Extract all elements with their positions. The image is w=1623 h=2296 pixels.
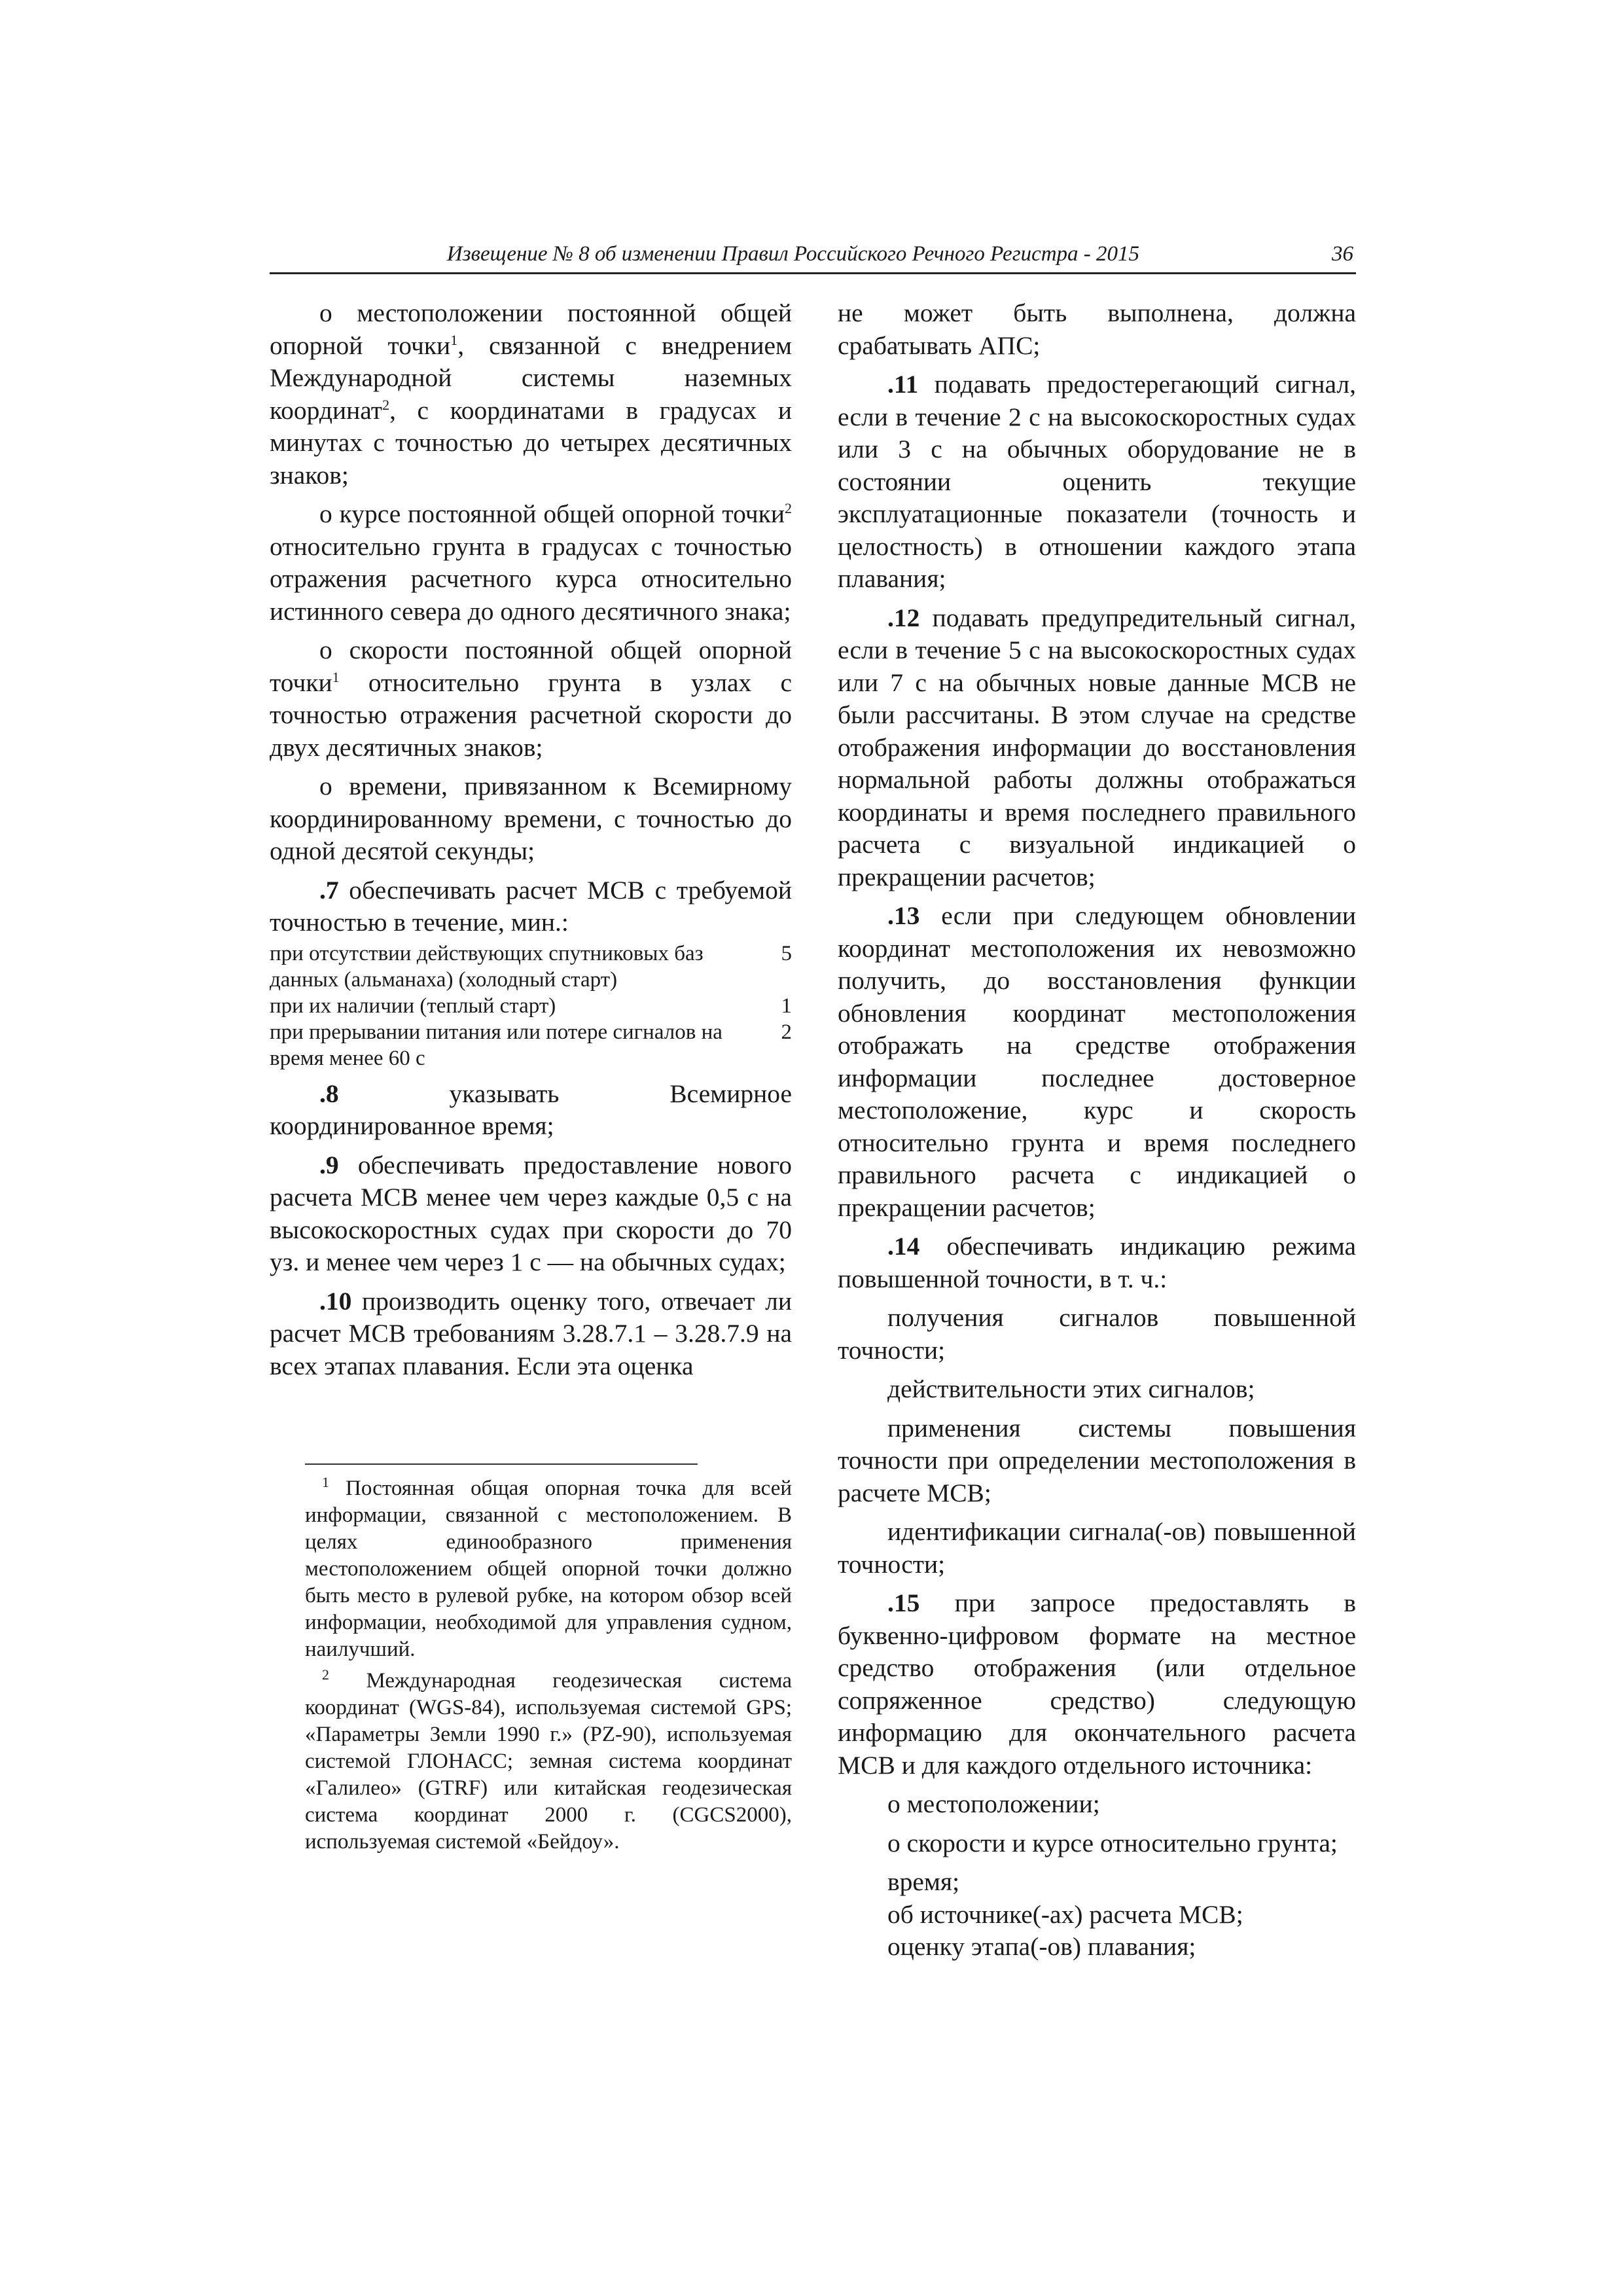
footnote-divider — [305, 1463, 698, 1465]
table-row: при прерывании питания или потере сигналов на время менее 60 с 2 — [270, 1020, 792, 1070]
paragraph: получения сигналов повышенной точности; — [838, 1303, 1356, 1365]
paragraph: .10 производить оценку того, отвечает ли расчет МСВ требованиям 3.28.7.1 – 3.28.7.9 на всех этапах плавания. Если эта оценка — [270, 1286, 792, 1380]
paragraph: идентификации сигнала(-ов) повышенной точности; — [838, 1517, 1356, 1579]
paragraph: о времени, привязанном к Всемирному координированному времени, с точностью до одной десятой секунды; — [270, 772, 792, 865]
page-header — [270, 241, 1356, 274]
paragraph: время; — [887, 1867, 960, 1896]
footnote-2: $^2$ Международная геодезическая система координат (WGS-84), используемая системой GPS; «Параметры Земли 1990 г.» (PZ-90), используемая системой ГЛОНАСС; земная система координат «Галилео» (GTRF) или китайская геодезическая система координат 2000 г. (CGCS2000), используемая системой «Бейдоу». — [305, 1666, 792, 1854]
paragraph: о местоположении; — [887, 1789, 1100, 1818]
paragraph: .9 обеспечивать предоставление нового расчета МСВ менее чем через каждые 0,5 с на высокоскоростных судах при скорости до 70 уз. и менее чем через 1 с — на обычных судах; — [270, 1150, 792, 1276]
paragraph: применения системы повышения точности при определении местоположения в расчете МСВ; — [838, 1413, 1356, 1507]
header-title: Извещение № 8 об изменении Правил Российского Речного Регистра - 2015 — [446, 242, 1140, 266]
paragraph: .12 подавать предупредительный сигнал, если в течение 5 с на высокоскоростных судах или 7 с на обычных новые данные МСВ не были рассчитаны. В этом случае на средстве отображения информации до восстановления нормальной работы должны отображаться координаты и время последнего правильного расчета с визуальной индикацией о прекращении расчетов; — [838, 603, 1356, 891]
paragraph: .8 указывать Всемирное координированное время; — [270, 1079, 792, 1140]
table-row: при отсутствии действующих спутниковых баз данных (альманаха) (холодный старт) 5 — [270, 941, 792, 992]
left-column — [270, 297, 792, 1382]
paragraph: оценку этапа(-ов) плавания; — [887, 1932, 1196, 1961]
time-table — [270, 941, 792, 1071]
right-column — [838, 297, 1356, 1964]
paragraph: .15 при запросе предоставлять в буквенно-цифровом формате на местное средство отображения (или отдельное сопряженное средство) следующую информацию для окончательного расчета МСВ и для каждого отдельного источника: — [838, 1588, 1356, 1780]
paragraph: .11 подавать предостерегающий сигнал, если в течение 2 с на высокоскоростных судах или 3 с на обычных оборудование не в состоянии оценить текущие эксплуатационные показатели (точность и целостность) в отношении каждого этапа плавания; — [838, 370, 1356, 593]
paragraph: о скорости постоянной общей опорной точки$^1$ относительно грунта в узлах с точностью отражения расчетной скорости до двух десятичных знаков; — [270, 636, 792, 762]
paragraph: .14 обеспечивать индикацию режима повышенной точности, в т. ч.: — [838, 1232, 1356, 1293]
paragraph: о скорости и курсе относительно грунта; — [887, 1828, 1338, 1857]
paragraph: об источнике(-ах) расчета МСВ; — [887, 1899, 1243, 1929]
table-row: при их наличии (теплый старт) 1 — [270, 994, 792, 1018]
paragraph: не может быть выполнена, должна срабатывать АПС; — [838, 298, 1356, 360]
paragraph: .7 обеспечивать расчет МСВ с требуемой точностью в течение, мин.: — [270, 875, 792, 937]
paragraph: .13 если при следующем обновлении координат местоположения их невозможно получить, до восстановления функции обновления координат местоположения отображать на средстве отображения информации последнее достоверное местоположение, курс и скорость относительно грунта и время последнего правильного расчета с индикацией о прекращении расчетов; — [838, 901, 1356, 1222]
paragraph: о местоположении постоянной общей опорной точки$^1$, связанной с внедрением Международной системы наземных координат$^2$, с координатами в градусах и минутах с точностью до четырех десятичных знаков; — [270, 298, 792, 490]
paragraph: о курсе постоянной общей опорной точки$^2$ относительно грунта в градусах с точностью отражения расчетного курса относительно истинного севера до одного десятичного знака; — [270, 499, 792, 626]
footnote-1: $^1$ Постоянная общая опорная точка для всей информации, связанной с местоположением. В целях единообразного применения местоположением общей опорной точки должно быть место в рулевой рубке, на котором обзор всей информации, необходимой для управления судном, наилучший. — [305, 1474, 792, 1661]
paragraph: действительности этих сигналов; — [887, 1374, 1255, 1403]
page-number: 36 — [1332, 242, 1353, 266]
